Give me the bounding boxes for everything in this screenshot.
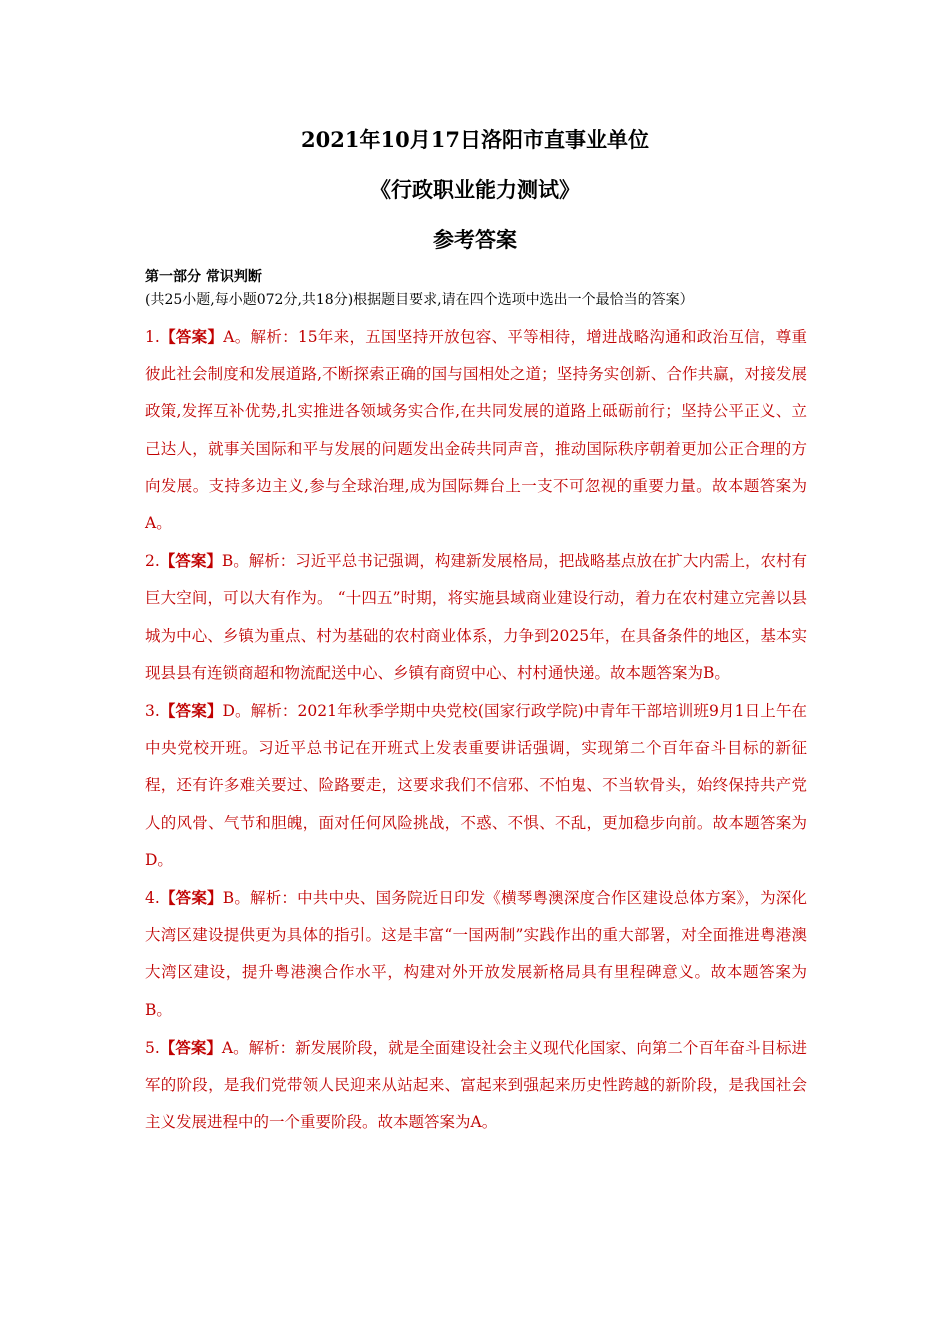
answer-explanation: 解析：中共中央、国务院近日印发《横琴粤澳深度合作区建设总体方案》，为深化大湾区建设提供更为具体的指引。这是丰富“一国两制”实践作出的重大部署，对全面推进粤港澳大湾区建设，提升粤港澳合作水平，构建对外开放发展新格局具有里程碑意义。故本题答案为B。 <box>145 889 807 1019</box>
answer-list <box>145 318 807 1141</box>
answer-number: 1. <box>145 328 160 346</box>
answer-number: 5. <box>145 1038 160 1057</box>
answer-tag: 【答案】 <box>159 1037 222 1057</box>
section-title: 第一部分 常识判断 <box>145 269 262 285</box>
answer-explanation: 解析：新发展阶段，就是全面建设社会主义现代化国家、向第二个百年奋斗目标进军的阶段，是我们党带领人民迎来从站起来、富起来到强起来历史性跨越的新阶段，是我国社会主义发展进程中的一个重要阶段。故本题答案为A。 <box>145 1038 807 1132</box>
answer-number: 2. <box>145 552 160 571</box>
answer-tag: 【答案】 <box>159 701 223 721</box>
answer-item <box>145 542 807 692</box>
answer-letter: B。 <box>222 889 251 908</box>
answer-explanation: 解析：15年来，五国坚持开放包容、平等相待，增进战略沟通和政治互信，尊重彼此社会制度和发展道路,不断探索正确的国与国相处之道；坚持务实创新、合作共赢，对接发展政策,发挥互补优势,扎实推进各领域务实合作,在共同发展的道路上砥砺前行；坚持公平正义、立己达人，就事关国际和平与发展的问题发出金砖共同声音，推动国际秩序朝着更加公正合理的方向发展。支持多边主义,参与全球治理,成为国际舞台上一支不可忽视的重要力量。故本题答案为A。 <box>145 328 807 533</box>
answer-letter: A。 <box>221 1038 249 1057</box>
answer-tag: 【答案】 <box>159 888 223 908</box>
document-title-line3: 参考答案 <box>433 227 517 252</box>
answer-explanation: 解析：2021年秋季学期中央党校(国家行政学院)中青年干部培训班9月1日上午在中央党校开班。习近平总书记在开班式上发表重要讲话强调，实现第二个百年奋斗目标的新征程，还有许多难关要过、险路要走，这要求我们不信邪、不怕鬼、不当软骨头，始终保持共产党人的风骨、气节和胆魄，面对任何风险挑战，不惑、不惧、不乱，更加稳步向前。故本题答案为D。 <box>145 702 807 869</box>
answer-tag: 【答案】 <box>159 327 224 346</box>
answer-item <box>145 1029 807 1142</box>
answer-letter: D。 <box>222 702 251 721</box>
document-title-line2: 《行政职业能力测试》 <box>370 177 580 202</box>
answer-item <box>145 692 807 879</box>
answer-number: 4. <box>145 889 160 908</box>
answer-explanation: 解析：习近平总书记强调，构建新发展格局，把战略基点放在扩大内需上，农村有巨大空间，可以大有作为。 “十四五”时期，将实施县域商业建设行动，着力在农村建立完善以县城为中心、乡镇为重点、村为基础的农村商业体系，力争到2025年，在具备条件的地区，基本实现县县有连锁商超和物流配送中心、乡镇有商贸中心、村村通快递。故本题答案为B。 <box>145 552 807 682</box>
answer-letter: B。 <box>221 552 249 571</box>
answer-item <box>145 318 807 542</box>
answer-number: 3. <box>145 702 160 721</box>
section-description: (共25小题,每小题072分,共18分)根据题目要求,请在四个选项中选出一个最恰当的答案） <box>145 292 694 308</box>
answer-item <box>145 879 807 1029</box>
answer-letter: A。 <box>223 328 251 346</box>
answer-tag: 【答案】 <box>159 551 222 571</box>
document-title-line1: 2021年10月17日洛阳市直事业单位 <box>301 127 649 152</box>
